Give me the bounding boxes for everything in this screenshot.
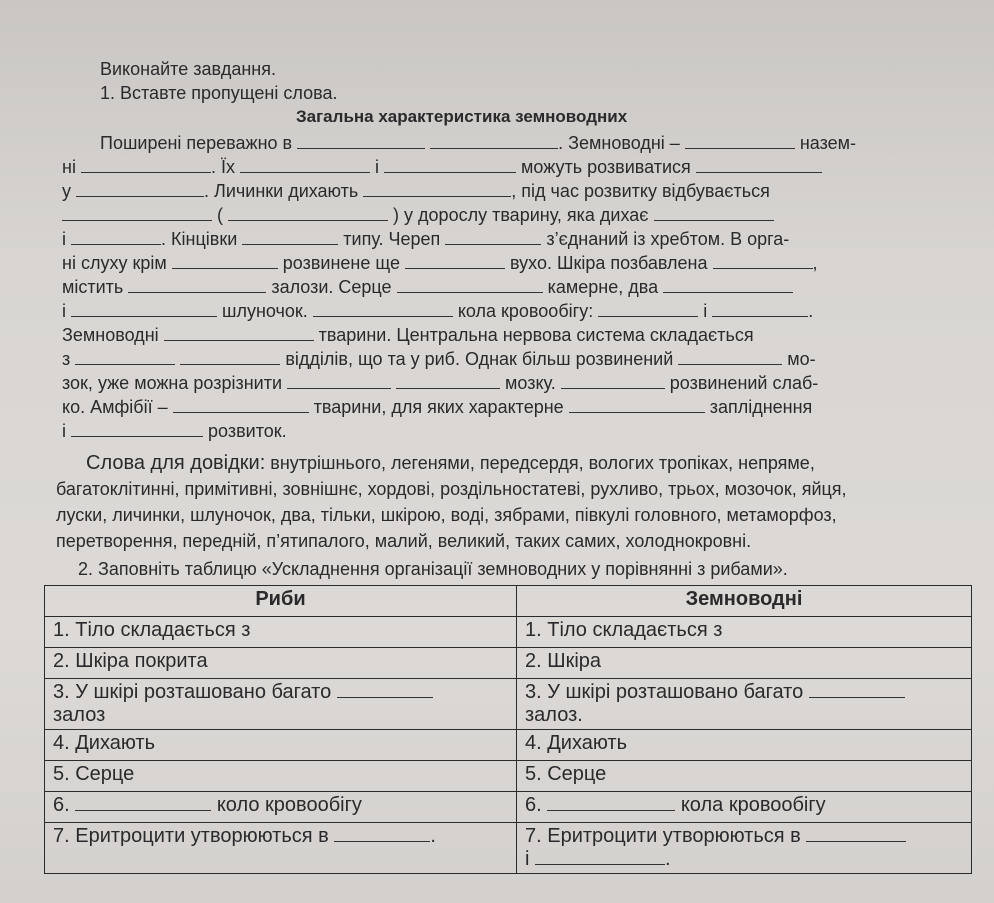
table-row [45,792,972,823]
cell-text: коло кровообігу [216,794,362,816]
paragraph-line [62,420,287,442]
paragraph-text: розвиток. [208,421,287,441]
answer-blank[interactable] [397,276,543,293]
cell-text: 3. У шкірі розташовано багато [53,681,332,703]
answer-blank[interactable] [242,228,338,245]
paragraph-text: і [62,229,66,249]
cell-text: 5. Серце [53,763,135,785]
paragraph-text: у [62,181,71,201]
answer-blank[interactable] [164,324,314,341]
table-row [45,617,972,648]
paragraph-line [62,372,818,394]
paragraph-line [62,228,789,250]
paragraph-text: можуть розвиватися [521,157,691,177]
answer-blank[interactable] [173,396,309,413]
answer-blank[interactable] [81,156,211,173]
cell-text: 4. Дихають [525,732,627,754]
answer-blank[interactable] [663,276,793,293]
table-cell[interactable] [517,823,972,874]
instructions-heading: Виконайте завдання. [100,59,276,79]
table-row [45,679,972,730]
answer-blank[interactable] [685,132,795,149]
paragraph-text: з’єднаний із хребтом. В орга- [546,229,790,249]
answer-blank[interactable] [76,180,204,197]
reference-words-line: перетворення, передній, п’ятипалого, малий, великий, таких самих, холоднокровні. [56,531,752,551]
table-cell[interactable] [517,761,972,792]
table-cell[interactable] [45,730,517,761]
paragraph-line [62,204,774,226]
paragraph-text: шлуночок. [222,301,308,321]
section-title: Загальна характеристика земноводних [296,107,628,126]
answer-blank[interactable] [678,348,782,365]
table-cell[interactable] [45,761,517,792]
cell-text: 6. [525,794,542,816]
paragraph-text: розвинений слаб- [669,373,819,393]
table-row [45,761,972,792]
table-cell[interactable] [517,792,972,823]
paragraph-text: . Їх [210,157,235,177]
answer-blank[interactable] [334,825,430,842]
cell-text: . [665,848,671,870]
paragraph-line [62,396,812,418]
comparison-table [44,585,972,874]
answer-blank[interactable] [654,204,774,221]
paragraph-text: . Земноводні – [558,133,680,153]
table-cell[interactable] [517,648,972,679]
table-row [45,730,972,761]
paragraph-line [62,348,816,370]
answer-blank[interactable] [809,681,905,698]
paragraph-text: Земноводні [62,325,159,345]
cell-text: 2. Шкіра [525,650,602,672]
answer-blank[interactable] [240,156,370,173]
answer-blank[interactable] [337,681,433,698]
paragraph-text: зок, уже можна розрізнити [62,373,282,393]
reference-words-lead: Слова для довідки: [86,452,266,474]
answer-blank[interactable] [228,204,388,221]
answer-blank[interactable] [535,848,665,865]
paragraph-text: камерне, два [547,277,659,297]
column-header-amphibians: Земноводні [517,586,972,617]
paragraph-text: з [62,349,71,369]
paragraph-text: тварини. Центральна нервова система складається [318,325,754,345]
paragraph-text: залози. Серце [271,277,392,297]
paragraph-line [62,300,813,322]
table-cell[interactable] [517,730,972,761]
paragraph-text: мо- [787,349,816,369]
cell-text: 1. Тіло складається з [525,619,723,641]
answer-blank[interactable] [313,300,453,317]
paragraph-text: ні [62,157,76,177]
paragraph-text: ко. Амфібії – [62,397,168,417]
paragraph-text: . Личинки дихають [204,181,359,201]
table-cell[interactable] [45,792,517,823]
answer-blank[interactable] [62,204,212,221]
paragraph-text: тварини, для яких характерне [313,397,564,417]
answer-blank[interactable] [363,180,511,197]
paragraph-text: вухо. Шкіра позбавлена [510,253,708,273]
answer-blank[interactable] [712,300,808,317]
paragraph-text: і [375,157,380,177]
answer-blank[interactable] [71,420,203,437]
reference-words-line: багатоклітинні, примітивні, зовнішнє, хордові, роздільностатеві, рухливо, трьох, мозочок, яйця, [56,479,847,499]
answer-blank[interactable] [396,372,500,389]
reference-words-line [86,452,815,474]
paragraph-text: . [808,301,814,321]
cell-text: 4. Дихають [53,732,155,754]
paragraph-text: . Кінцівки [161,229,238,249]
task-2-label: 2. Заповніть таблицю «Ускладнення організації земноводних у порівнянні з рибами». [78,559,788,579]
paragraph-text: мозку. [505,373,556,393]
paragraph-line [62,324,754,346]
cell-text: 2. Шкіра покрита [53,650,208,672]
table-cell[interactable] [517,679,972,730]
cell-text: 6. [53,794,70,816]
answer-blank[interactable] [561,372,665,389]
table-cell[interactable] [45,648,517,679]
answer-blank[interactable] [713,252,813,269]
answer-blank[interactable] [180,348,280,365]
answer-blank[interactable] [75,348,175,365]
reference-words-line: луски, личинки, шлуночок, два, тільки, шкірою, воді, зябрами, півкулі головного, метаморфоз, [56,505,837,525]
paragraph-text: ) у дорослу тварину, яка дихає [393,205,649,225]
cell-text: 5. Серце [525,763,607,785]
answer-blank[interactable] [384,156,516,173]
paragraph-line [62,156,822,178]
cell-text: залоз [53,704,106,726]
table-cell[interactable] [45,823,517,874]
paragraph-text: розвинене ще [282,253,400,273]
table-row [45,823,972,874]
answer-blank[interactable] [287,372,391,389]
paragraph-text: Поширені переважно в [100,133,293,153]
paragraph-text: і [62,301,66,321]
paragraph-text: відділів, що та у риб. Однак більш розвинений [285,349,674,369]
table-cell[interactable] [45,617,517,648]
table-header-row [45,586,972,617]
column-header-fish: Риби [45,586,517,617]
paragraph-text: містить [62,277,124,297]
cell-text: залоз. [525,704,583,726]
cell-text: кола кровообігу [680,794,826,816]
cell-text: 7. Еритроцити утворюються в [525,825,801,847]
reference-words-text: внутрішнього, легенями, передсердя, вологих тропіках, непряме, [270,453,815,473]
table-cell[interactable] [45,679,517,730]
cell-text: 1. Тіло складається з [53,619,251,641]
paragraph-line [62,252,818,274]
answer-blank[interactable] [75,794,211,811]
paragraph-text: запліднення [709,397,813,417]
answer-blank[interactable] [445,228,541,245]
table-row [45,648,972,679]
answer-blank[interactable] [547,794,675,811]
task-1-label: 1. Вставте пропущені слова. [100,83,338,103]
answer-blank[interactable] [405,252,505,269]
paragraph-text: ( [217,205,224,225]
paragraph-line [62,180,770,202]
paragraph-text: і [62,421,66,441]
answer-blank[interactable] [598,300,698,317]
cell-text: . [430,825,436,847]
paragraph-line [100,132,856,154]
answer-blank[interactable] [569,396,705,413]
answer-blank[interactable] [128,276,266,293]
answer-blank[interactable] [696,156,822,173]
cell-text: і [525,848,530,870]
answer-blank[interactable] [297,132,425,149]
paragraph-text: , [812,253,818,273]
paragraph-text: типу. Череп [343,229,441,249]
paragraph-text: кола кровообігу: [457,301,594,321]
answer-blank[interactable] [71,300,217,317]
paragraph-text: ні слуху крім [62,253,167,273]
answer-blank[interactable] [806,825,906,842]
paragraph-text: назем- [799,133,857,153]
answer-blank[interactable] [71,228,161,245]
table-cell[interactable] [517,617,972,648]
paragraph-text: і [703,301,708,321]
paragraph-line [62,276,793,298]
paragraph-text: , під час розвитку відбувається [511,181,770,201]
answer-blank[interactable] [430,132,558,149]
cell-text: 3. У шкірі розташовано багато [525,681,804,703]
answer-blank[interactable] [172,252,278,269]
cell-text: 7. Еритроцити утворюються в [53,825,329,847]
